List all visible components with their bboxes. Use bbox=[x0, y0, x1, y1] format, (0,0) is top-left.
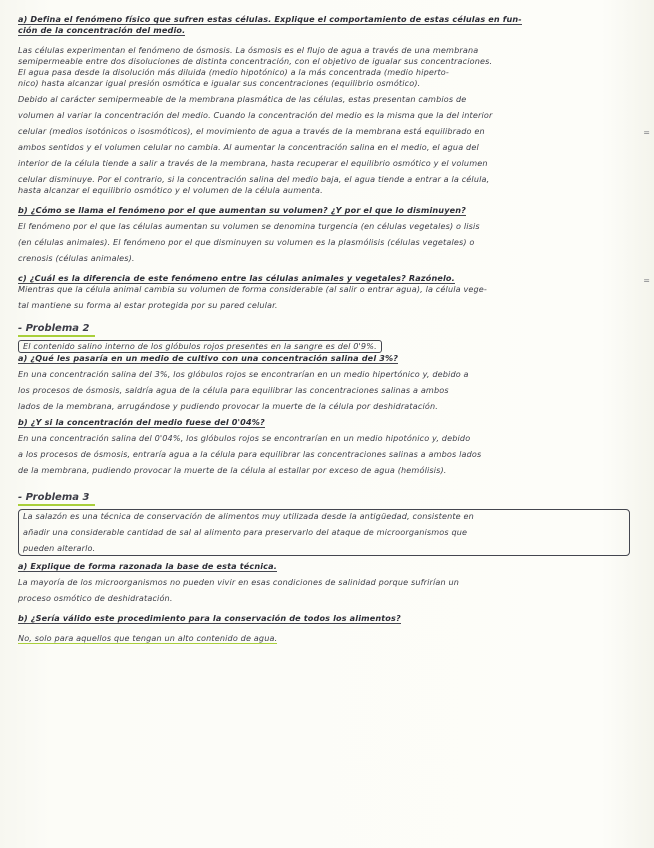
question-2a: a) ¿Qué les pasaría en un medio de cultivo con una concentración salina del 3%? bbox=[18, 353, 399, 363]
answer-1a-line: interior de la célula tiende a salir a través de la membrana, hasta recuperar el equilibrio osmótico y el volumen bbox=[18, 158, 488, 168]
question-1a-cont: ción de la concentración del medio. bbox=[18, 25, 186, 35]
answer-2a-line: lados de la membrana, arrugándose y pudiendo provocar la muerte de la célula por deshidratación. bbox=[18, 401, 438, 411]
answer-2a-line: los procesos de ósmosis, saldría agua de la célula para equilibrar las concentraciones salinas a ambos bbox=[18, 385, 449, 395]
answer-2b-line: de la membrana, pudiendo provocar la muerte de la célula al estallar por exceso de agua (hemólisis). bbox=[18, 465, 447, 475]
answer-1a-line: semipermeable entre dos disoluciones de distinta concentración, con el objetivo de igualar sus concentraciones. bbox=[18, 56, 493, 66]
question-1c: c) ¿Cuál es la diferencia de este fenómeno entre las células animales y vegetales? Razónelo. bbox=[18, 273, 455, 283]
answer-1a-line: hasta alcanzar el equilibrio osmótico y el volumen de la célula aumenta. bbox=[18, 185, 323, 195]
question-3a: a) Explique de forma razonada la base de esta técnica. bbox=[18, 561, 277, 571]
statement-line: añadir una considerable cantidad de sal al alimento para preservarlo del ataque de microorganismos que bbox=[23, 527, 468, 537]
answer-3a-line: La mayoría de los microorganismos no pueden vivir en esas condiciones de salinidad porque sufrirían un bbox=[18, 577, 460, 587]
margin-mark: = bbox=[643, 128, 650, 137]
question-3b: b) ¿Sería válido este procedimiento para la conservación de todos los alimentos? bbox=[18, 613, 401, 623]
answer-1a-line: celular disminuye. Por el contrario, si la concentración salina del medio baja, el agua tiende a entrar a la célula, bbox=[18, 174, 490, 184]
answer-1b-line: (en células animales). El fenómeno por el que disminuyen su volumen es la plasmólisis (células vegetales) o bbox=[18, 237, 475, 247]
handwritten-notes bbox=[18, 14, 638, 644]
answer-1a-line: Las células experimentan el fenómeno de ósmosis. La ósmosis es el flujo de agua a través de una membrana bbox=[18, 45, 479, 55]
answer-2a-line: En una concentración salina del 3%, los glóbulos rojos se encontrarían en un medio hipertónico y, debido a bbox=[18, 369, 469, 379]
statement-line: La salazón es una técnica de conservación de alimentos muy utilizada desde la antigüedad, consistente en bbox=[23, 511, 474, 521]
question-1a: a) Defina el fenómeno físico que sufren estas células. Explique el comportamiento de estas células en fun- bbox=[18, 14, 522, 24]
answer-1a-line: El agua pasa desde la disolución más diluida (medio hipotónico) a la más concentrada (medio hiperto- bbox=[18, 67, 449, 77]
section-heading-problem-2: - Problema 2 bbox=[18, 323, 95, 337]
answer-3b: No, solo para aquellos que tengan un alto contenido de agua. bbox=[18, 633, 278, 643]
problem-2-statement: El contenido salino interno de los glóbulos rojos presentes en la sangre es del 0'9%. bbox=[18, 340, 638, 353]
answer-1a-line: volumen al variar la concentración del medio. Cuando la concentración del medio es la misma que la del interior bbox=[18, 110, 493, 120]
answer-1a-line: celular (medios isotónicos o isosmóticos), el movimiento de agua a través de la membrana está equilibrado en bbox=[18, 126, 485, 136]
answer-1a-line: nico) hasta alcanzar igual presión osmótica e igualar sus concentraciones (equilibrio osmótico). bbox=[18, 78, 421, 88]
statement-line: pueden alterarlo. bbox=[23, 543, 96, 553]
margin-mark: = bbox=[643, 276, 650, 285]
question-1b: b) ¿Cómo se llama el fenómeno por el que aumentan su volumen? ¿Y por el que lo disminuyen? bbox=[18, 205, 467, 215]
answer-1c-line: Mientras que la célula animal cambia su volumen de forma considerable (al salir o entrar agua), la célula vege- bbox=[18, 284, 488, 294]
answer-2b-line: a los procesos de ósmosis, entraría agua a la célula para equilibrar las concentraciones salinas a ambos lados bbox=[18, 449, 482, 459]
answer-2b-line: En una concentración salina del 0'04%, los glóbulos rojos se encontrarían en un medio hipotónico y, debido bbox=[18, 433, 471, 443]
problem-3-statement bbox=[18, 509, 630, 556]
answer-1b-line: crenosis (células animales). bbox=[18, 253, 135, 263]
answer-1a-line: ambos sentidos y el volumen celular no cambia. Al aumentar la concentración salina en el medio, el agua del bbox=[18, 142, 479, 152]
answer-1c-line: tal mantiene su forma al estar protegida por su pared celular. bbox=[18, 300, 278, 310]
answer-1a-line: Debido al carácter semipermeable de la membrana plasmática de las células, estas presentan cambios de bbox=[18, 94, 467, 104]
section-heading-problem-3: - Problema 3 bbox=[18, 492, 95, 506]
answer-3a-line: proceso osmótico de deshidratación. bbox=[18, 593, 173, 603]
question-2b: b) ¿Y si la concentración del medio fuese del 0'04%? bbox=[18, 417, 265, 427]
answer-1b-line: El fenómeno por el que las células aumentan su volumen se denomina turgencia (en células vegetales) o lisis bbox=[18, 221, 480, 231]
